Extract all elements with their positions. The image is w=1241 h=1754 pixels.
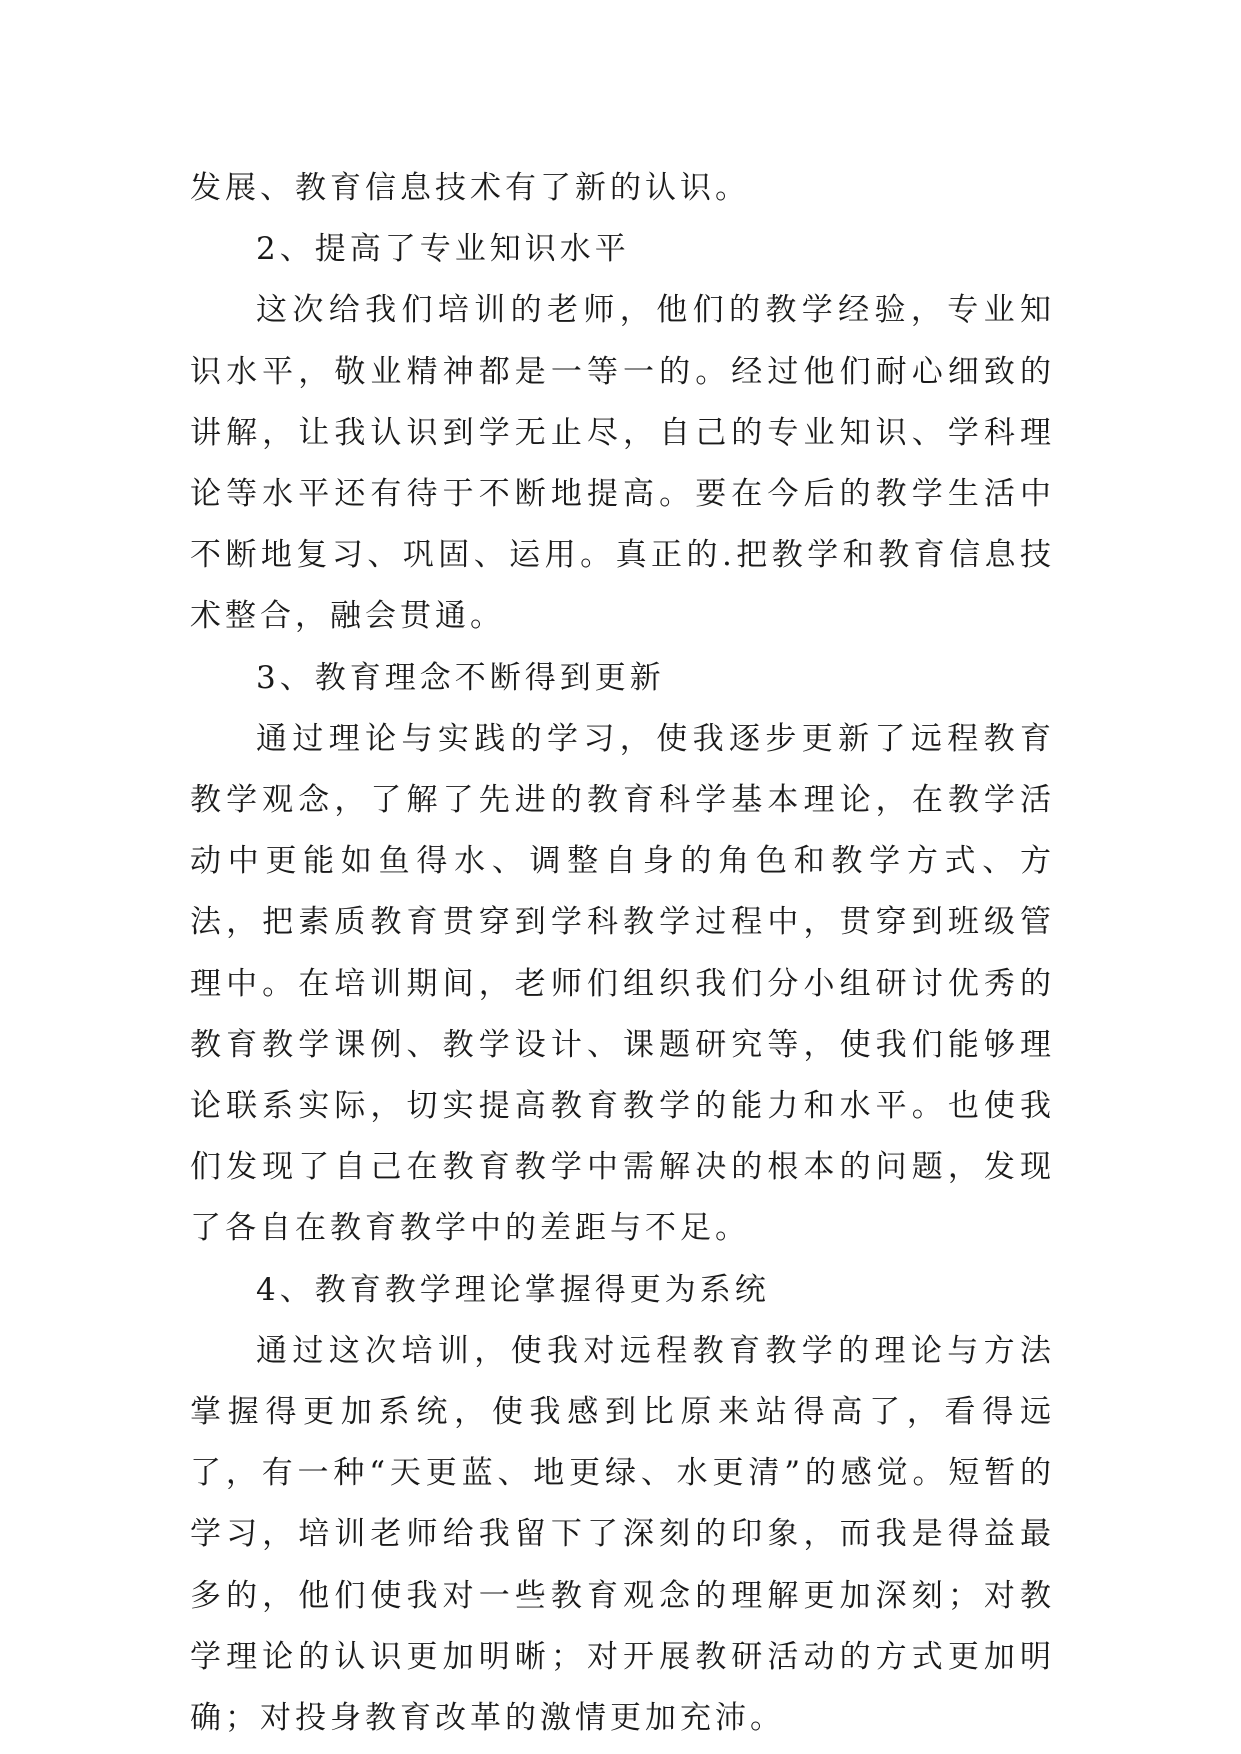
paragraph: 通过这次培训，使我对远程教育教学的理论与方法掌握得更加系统，使我感到比原来站得高了，看得远了，有一种“天更蓝、地更绿、水更清”的感觉。短暂的学习，培训老师给我留下了深刻的印象，而我是得益最多的，他们使我对一些教育观念的理解更加深刻；对教学理论的认识更加明晰；对开展教研活动的方式更加明确；对投身教育改革的激情更加充沛。: [190, 1332, 1055, 1737]
document-body: [190, 158, 1055, 1749]
paragraph: 发展、教育信息技术有了新的认识。: [190, 170, 750, 206]
section-heading: 3、教育理念不断得到更新: [256, 659, 665, 696]
paragraph: 通过理论与实践的学习，使我逐步更新了远程教育教学观念，了解了先进的教育科学基本理论，在教学活动中更能如鱼得水、调整自身的角色和教学方式、方法，把素质教育贯穿到学科教学过程中，贯穿到班级管理中。在培训期间，老师们组织我们分小组研讨优秀的教育教学课例、教学设计、课题研究等，使我们能够理论联系实际，切实提高教育教学的能力和水平。也使我们发现了自己在教育教学中需解决的根本的问题，发现了各自在教育教学中的差距与不足。: [190, 720, 1055, 1247]
section-heading: 2、提高了专业知识水平: [256, 231, 630, 268]
paragraph: 这次给我们培训的老师，他们的教学经验，专业知识水平，敬业精神都是一等一的。经过他们耐心细致的讲解，让我认识到学无止尽，自己的专业知识、学科理论等水平还有待于不断地提高。要在今后的教学生活中不断地复习、巩固、运用。真正的.把教学和教育信息技术整合，融会贯通。: [190, 292, 1055, 635]
section-heading: 4、教育教学理论掌握得更为系统: [256, 1271, 770, 1308]
